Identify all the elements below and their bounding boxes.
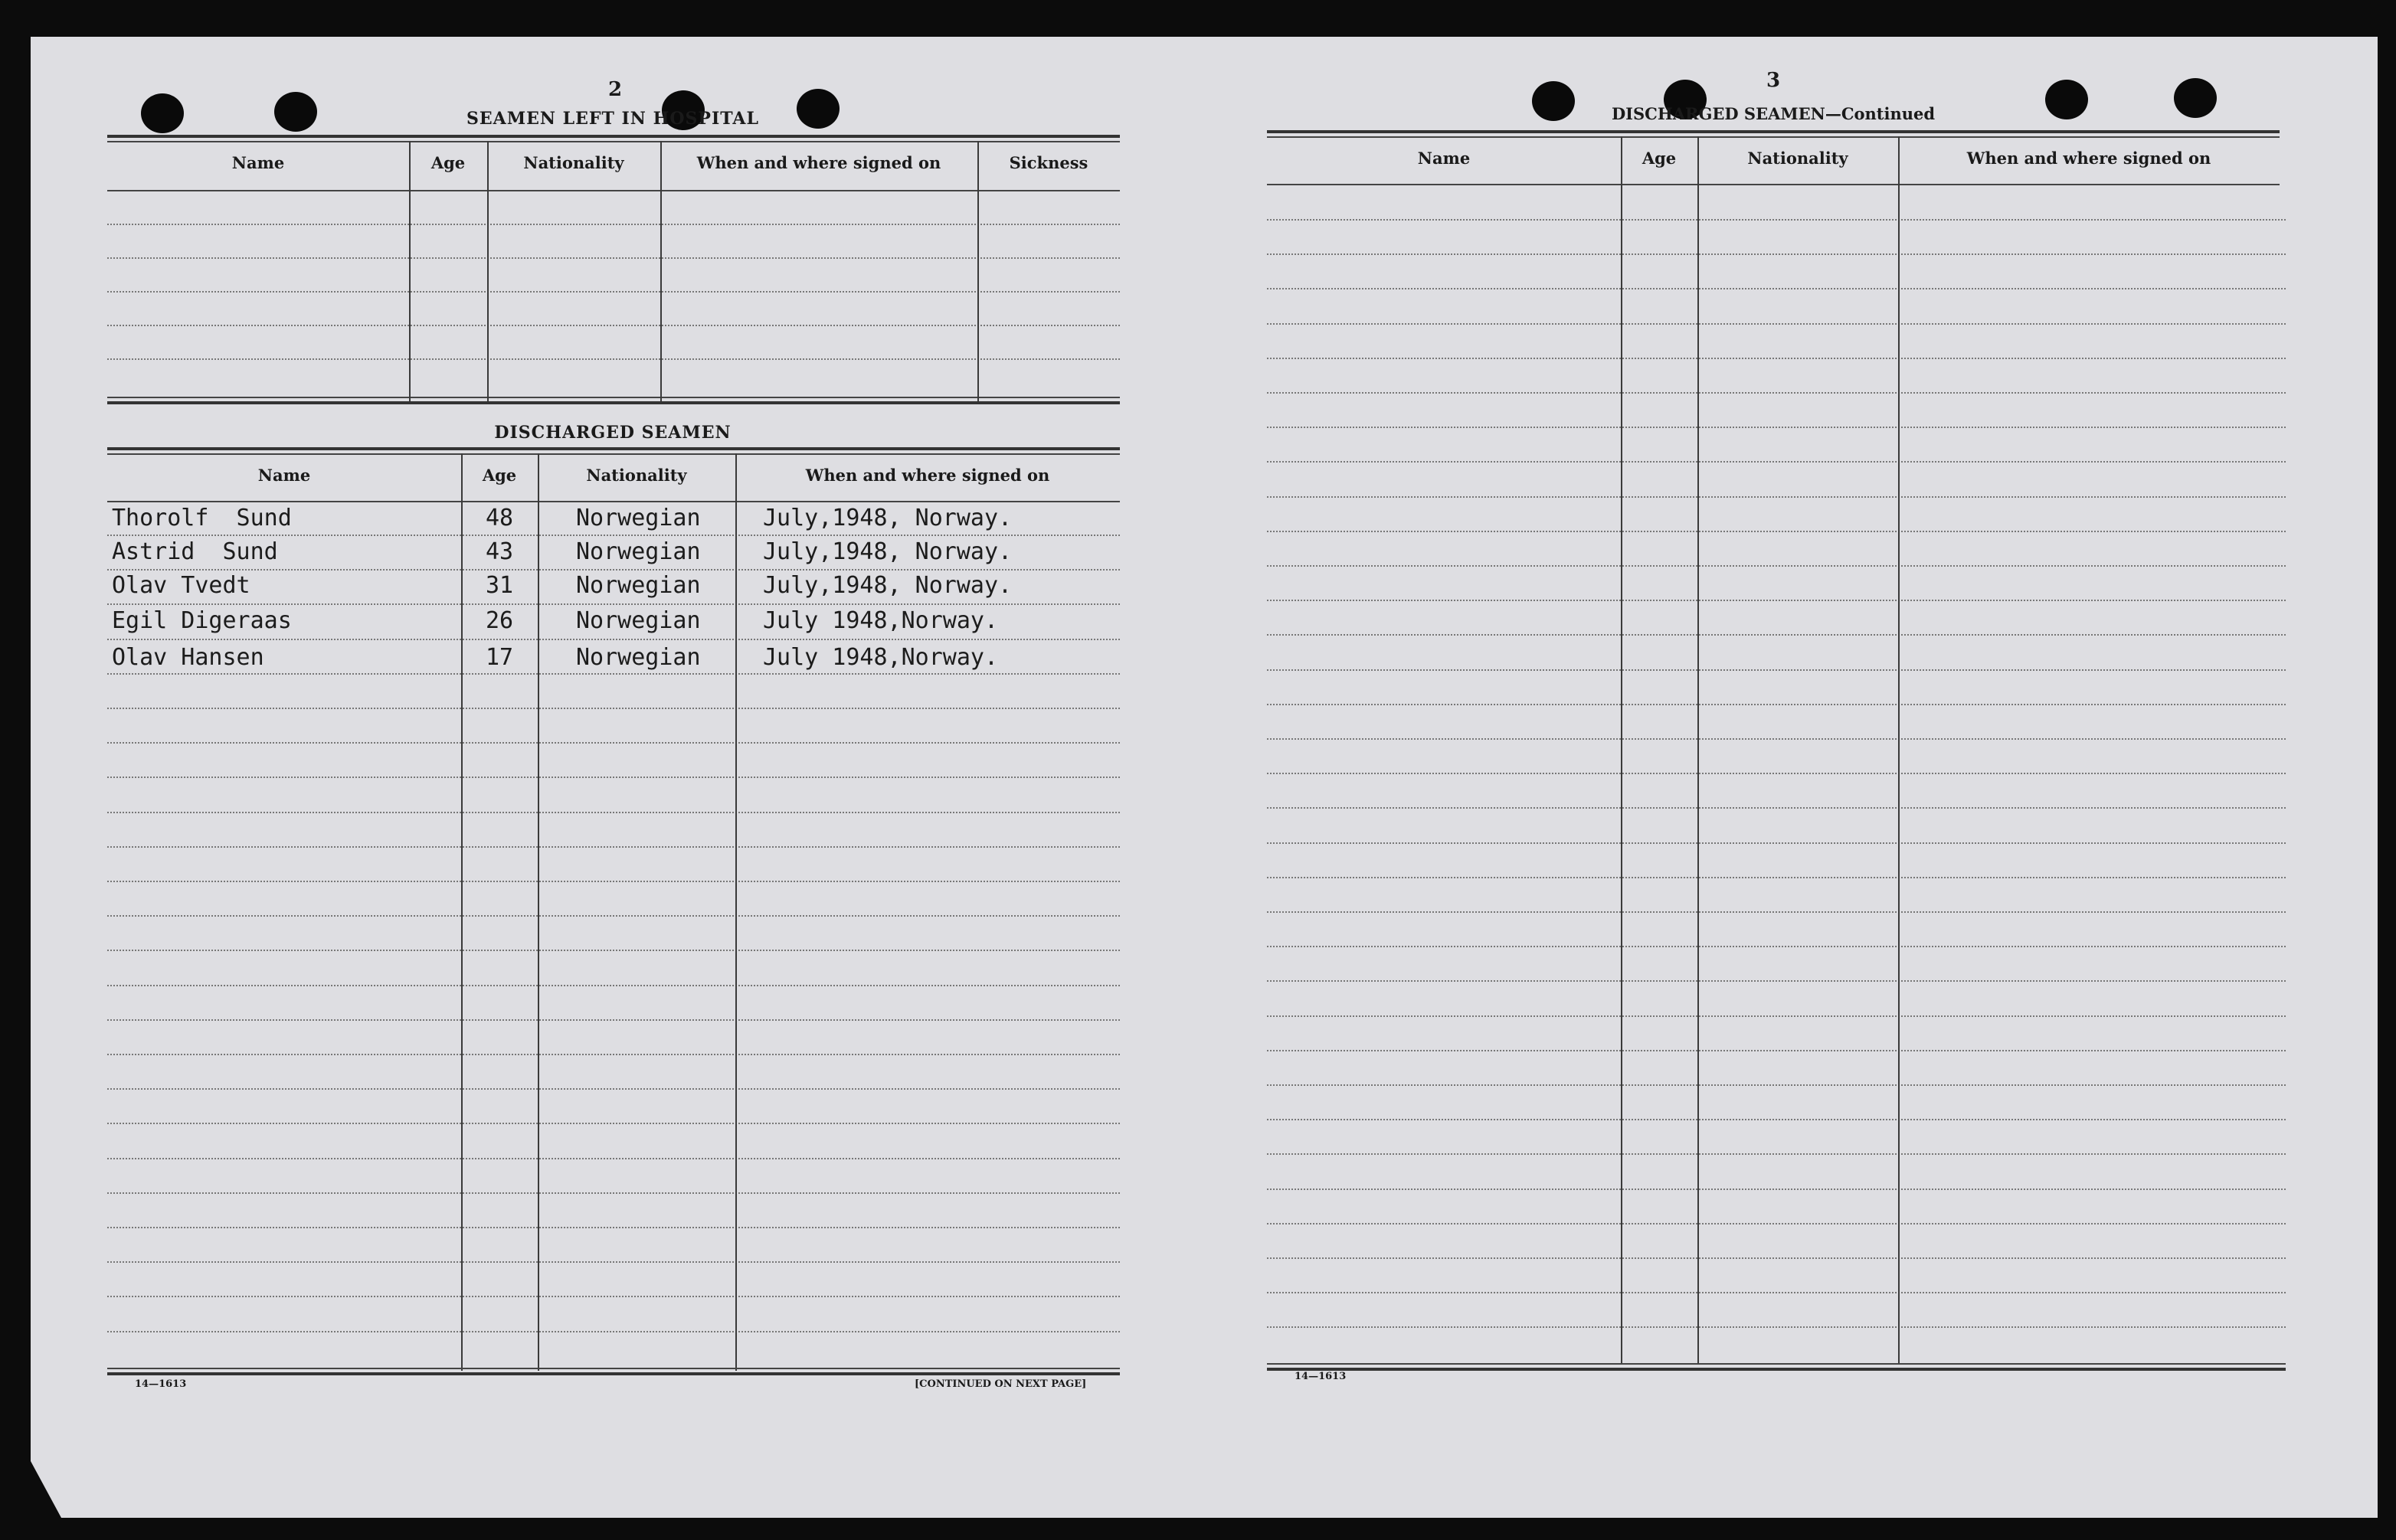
ruled-line [1267, 1084, 2286, 1086]
discharged-header-name: Name [257, 466, 311, 485]
seaman-nationality: Norwegian [576, 607, 701, 634]
seaman-nationality: Norwegian [576, 644, 701, 671]
punch-hole [274, 92, 317, 132]
ruled-line [1267, 1326, 2286, 1328]
seaman-signed-on: July 1948,Norway. [763, 644, 999, 671]
seaman-nationality: Norwegian [576, 572, 701, 599]
ruled-line [1267, 1050, 2286, 1051]
right-header-nationality: Nationality [1747, 149, 1848, 168]
ruled-line [107, 535, 1120, 536]
seaman-name: Olav Hansen [112, 644, 264, 671]
ruled-line [1267, 600, 2286, 601]
continued-note: [CONTINUED ON NEXT PAGE] [915, 1378, 1087, 1390]
ruled-line [1267, 565, 2286, 567]
seaman-signed-on: July 1948,Norway. [763, 607, 999, 634]
ruled-line [1267, 807, 2286, 809]
seaman-name: Astrid Sund [112, 538, 278, 565]
seaman-signed-on: July,1948, Norway. [763, 572, 1013, 599]
ruled-line [1267, 1257, 2286, 1259]
right-header-signed-on: When and where signed on [1966, 149, 2211, 168]
seaman-nationality: Norwegian [576, 505, 701, 531]
ruled-line [1267, 392, 2286, 394]
discharged-header-signed-on: When and where signed on [805, 466, 1050, 485]
ruled-line [1267, 253, 2286, 255]
hospital-header-signed-on: When and where signed on [696, 153, 941, 172]
right-page-number: 3 [1766, 69, 1781, 92]
ruled-line [1267, 842, 2286, 844]
ruled-line [1267, 773, 2286, 774]
hospital-header-sickness: Sickness [1009, 153, 1088, 172]
ruled-line [1267, 1153, 2286, 1155]
ruled-line [1267, 1223, 2286, 1224]
ruled-line [107, 603, 1120, 605]
ruled-line [1267, 1292, 2286, 1293]
ruled-line [107, 1261, 1120, 1263]
ruled-line [107, 812, 1120, 813]
discharged-header-nationality: Nationality [586, 466, 687, 485]
seaman-signed-on: July,1948, Norway. [763, 505, 1013, 531]
seaman-name: Thorolf Sund [112, 505, 292, 531]
ruled-line [107, 950, 1120, 951]
ruled-line [1267, 877, 2286, 878]
ruled-line [107, 985, 1120, 986]
ruled-line [1267, 1189, 2286, 1190]
right-header-name: Name [1417, 149, 1471, 168]
seaman-age: 17 [486, 644, 514, 671]
ruled-line [107, 1192, 1120, 1194]
ruled-line [1267, 358, 2286, 359]
ruled-line [1267, 531, 2286, 532]
ruled-line [107, 915, 1120, 917]
seaman-name: Egil Digeraas [112, 607, 292, 634]
ruled-line [1267, 946, 2286, 947]
punch-hole [2045, 80, 2088, 119]
ruled-line [1267, 911, 2286, 913]
ruled-line [107, 881, 1120, 882]
ruled-line [1267, 323, 2286, 325]
ruled-line [107, 742, 1120, 744]
ruled-line [1267, 980, 2286, 982]
punch-hole [1532, 81, 1575, 121]
ruled-line [1267, 1119, 2286, 1120]
ruled-line [1267, 496, 2286, 498]
ruled-line [107, 846, 1120, 848]
ruled-line [107, 1123, 1120, 1124]
ruled-line [107, 569, 1120, 571]
ruled-line [1267, 288, 2286, 289]
ruled-line [1267, 1015, 2286, 1017]
punch-hole [797, 89, 840, 129]
right-page-title: DISCHARGED SEAMEN—Continued [1611, 104, 1936, 123]
left-form-number: 14—1613 [135, 1378, 187, 1390]
ruled-line [107, 1158, 1120, 1159]
seaman-age: 26 [486, 607, 514, 634]
discharged-header-age: Age [482, 466, 517, 485]
right-form-number: 14—1613 [1295, 1371, 1347, 1382]
ruled-line [1267, 704, 2286, 705]
ruled-line [107, 1227, 1120, 1228]
ruled-line [107, 1331, 1120, 1332]
left-page-number: 2 [607, 78, 623, 101]
ruled-line [107, 1019, 1120, 1021]
hospital-header-nationality: Nationality [523, 153, 624, 172]
ruled-line [107, 1088, 1120, 1090]
seaman-name: Olav Tvedt [112, 572, 250, 599]
right-header-age: Age [1642, 149, 1677, 168]
seaman-age: 31 [486, 572, 514, 599]
discharged-section-title: DISCHARGED SEAMEN [494, 423, 732, 443]
ruled-line [107, 639, 1120, 640]
seaman-age: 48 [486, 505, 514, 531]
ruled-line [107, 777, 1120, 778]
ruled-line [107, 673, 1120, 675]
seaman-signed-on: July,1948, Norway. [763, 538, 1013, 565]
punch-hole [2174, 78, 2217, 118]
ruled-line [107, 1296, 1120, 1297]
punch-hole [141, 93, 184, 133]
ruled-line [1267, 461, 2286, 463]
ruled-line [107, 708, 1120, 709]
ruled-line [1267, 427, 2286, 428]
ruled-line [1267, 669, 2286, 671]
hospital-header-name: Name [231, 153, 285, 172]
ruled-line [1267, 738, 2286, 740]
ruled-line [1267, 634, 2286, 636]
ruled-line [1267, 219, 2286, 221]
seaman-nationality: Norwegian [576, 538, 701, 565]
hospital-header-age: Age [430, 153, 466, 172]
seaman-age: 43 [486, 538, 514, 565]
ruled-line [107, 1054, 1120, 1055]
hospital-section-title: SEAMEN LEFT IN HOSPITAL [466, 109, 759, 129]
